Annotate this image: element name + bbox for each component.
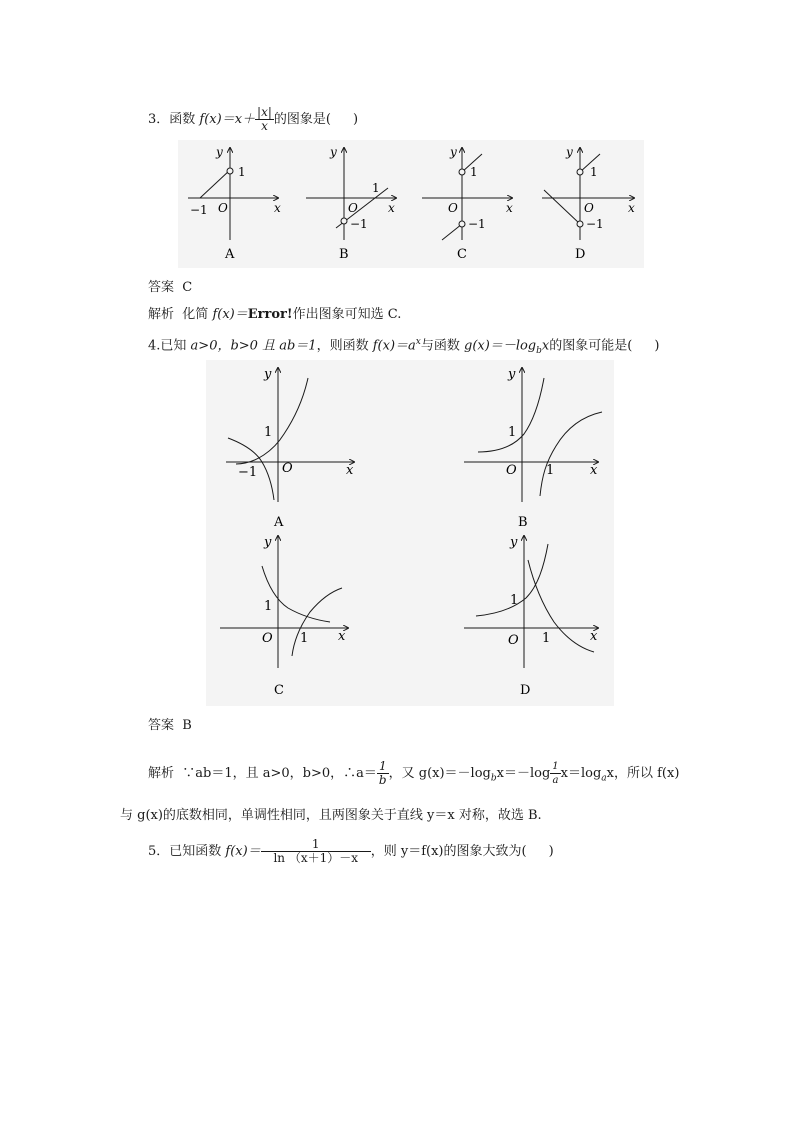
q3-suffix: 的图象是( [273,112,331,127]
q4-stem [148,334,659,359]
q4-f: f(x)＝a [372,338,416,354]
q3-analysis-label: 解析 [148,307,175,322]
q4-analysis-frac2-num: 1 [552,761,559,772]
q4-b-label-x: x [590,463,598,478]
q4-c-label-1: 1 [264,599,273,614]
q3-c-label-1: 1 [470,165,478,179]
q4-b-label-1: 1 [508,425,517,440]
q3-c-label-y: y [450,145,457,159]
q3-d-label-1: 1 [590,165,598,179]
q4-d-label-o: O [508,633,519,648]
q3-a-label-m1: −1 [190,203,208,217]
q4-analysis-frac-num: 1 [377,760,389,774]
q4-graph-b [464,367,602,530]
q4-analysis-frac2 [550,760,560,787]
q4-c-label-x: x [338,629,346,644]
q4-condition: a>0，b>0 且 [190,338,276,354]
q4-answer-value: B [182,718,192,733]
q4-a-label-x: x [346,463,354,478]
q4-g: g(x)＝－log [464,338,537,354]
q3-d-label-y: y [566,145,573,159]
q5-close: ) [548,844,554,859]
q5-function: f(x)＝ [225,844,261,859]
q3-d-letter: D [575,247,586,262]
q4-text-c: 与函数 [420,338,460,354]
q3-graph-a [188,145,281,262]
q3-graph-b [306,145,396,262]
q4-analysis-2-sub: b [490,773,497,784]
q3-stem [148,106,358,133]
q4-analysis-2: ，又 g(x)＝－log [388,766,491,781]
q3-figure [178,140,644,268]
q4-text-b: ，则函数 [316,338,369,354]
q5-frac-den: ln （x＋1）－x [273,851,358,865]
q4-b-label-1x: 1 [546,463,555,478]
q3-b-label-o: O [348,201,358,215]
q3-analysis-a: 化简 [182,307,209,322]
q4-close: ) [654,338,660,354]
q4-graph-c [220,535,348,698]
q4-figure [206,360,614,706]
q4-analysis [148,760,679,787]
q4-analysis-5: x，所以 f(x) [606,766,680,781]
q5-fraction [261,838,371,865]
q3-c-label-m1: −1 [468,217,486,231]
q4-c-label-1x: 1 [300,631,309,646]
q3-frac-den: x [261,119,268,133]
q3-fraction [255,106,274,133]
q3-d-label-m1: −1 [586,217,604,231]
q4-g-x: x [541,338,550,354]
q3-b-label-x: x [388,201,395,215]
q3-b-label-1: 1 [372,181,380,195]
q4-f-sup: x [415,337,421,347]
q5-frac-num: 1 [261,838,371,852]
q4-d-letter: D [520,683,531,698]
q3-frac-num: |x| [257,105,272,119]
q4-a-label-y: y [264,367,272,382]
q4-a-label-1: 1 [264,425,273,440]
q4-analysis-4-sub: a [601,773,607,784]
q4-graph-a [226,367,354,530]
q3-a-label-1: 1 [238,165,246,179]
q3-d-label-o: O [584,201,594,215]
q4-graph-d [464,535,598,698]
q4-d-label-1x: 1 [542,631,551,646]
q3-analysis-fx: f(x)＝ [212,307,248,322]
q4-d-label-x: x [590,629,598,644]
q4-b-letter: B [518,515,528,530]
q4-analysis-frac2-den: a [552,775,559,786]
q3-c-letter: C [457,247,467,262]
q3-b-label-y: y [330,145,337,159]
q4-analysis-4: x＝log [560,766,602,781]
q4-b-label-o: O [506,463,517,478]
q3-b-label-m1: −1 [350,217,368,231]
q3-analysis [148,307,401,323]
q4-analysis-line2 [120,808,542,824]
q4-a-label-o: O [282,461,293,476]
q3-answer-value: C [182,280,193,295]
q4-a-label-m1: −1 [238,465,258,480]
q4-analysis-line2-text: 与 g(x)的底数相同，单调性相同，且两图象关于直线 y＝x 对称，故选 B. [120,808,542,823]
q3-c-label-x: x [506,201,513,215]
q4-answer-label: 答案 [148,718,175,733]
q4-graphs-svg [206,360,614,706]
q4-analysis-frac-den: b [378,773,387,787]
q4-text-d: 的图象可能是( [549,338,633,354]
q3-a-label-o: O [218,201,228,215]
q5-prefix: 5．已知函数 [148,844,222,859]
q3-analysis-b: 作出图象可知选 C. [292,307,402,322]
q4-answer [148,718,192,734]
q3-graph-d [542,145,635,262]
q3-close: ) [352,112,359,127]
q4-text-a: 4.已知 [148,338,187,354]
q4-analysis-3: x＝－log [496,766,551,781]
q4-analysis-frac [377,760,389,787]
q4-b-label-y: y [508,367,516,382]
q4-a-letter: A [274,515,284,530]
q4-c-label-y: y [264,535,272,550]
q4-ab: ab＝1 [279,338,317,354]
q3-a-label-x: x [274,201,281,215]
q5-suffix: ，则 y＝f(x)的图象大致为( [370,844,527,859]
q3-analysis-error: Error! [247,307,293,322]
q3-c-label-o: O [448,201,458,215]
q3-graph-c [422,145,513,262]
q3-answer-label: 答案 [148,280,175,295]
q3-prefix: 3．函数 [148,112,196,127]
q4-analysis-1: ∵ab＝1，且 a>0，b>0，∴a＝ [182,766,377,781]
q3-a-label-y: y [216,145,223,159]
q3-answer [148,280,192,296]
q4-g-sub: b [536,345,542,356]
q3-a-letter: A [225,247,235,262]
q3-graphs-svg [178,140,644,268]
q4-analysis-label: 解析 [148,766,175,781]
q3-b-letter: B [339,247,349,262]
q4-c-letter: C [274,683,284,698]
q4-d-label-y: y [510,535,518,550]
q4-c-label-o: O [262,631,273,646]
q4-d-label-1: 1 [510,593,519,608]
q5-stem [148,838,554,865]
q3-function: f(x)＝x＋ [199,112,256,127]
q3-d-label-x: x [628,201,635,215]
